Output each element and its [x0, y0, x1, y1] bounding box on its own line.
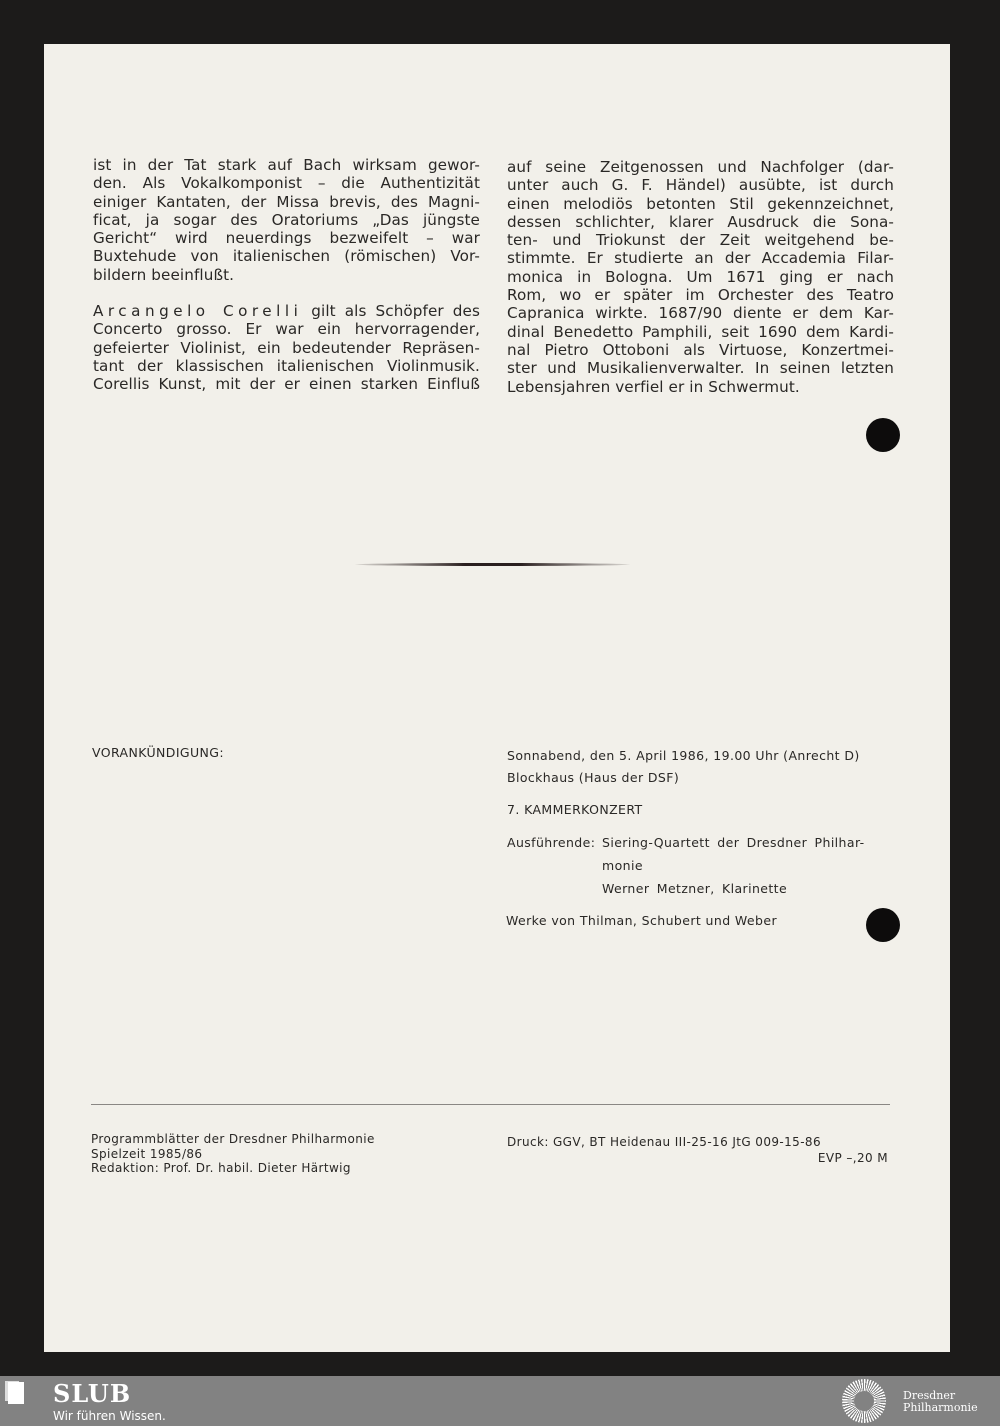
colophon	[91, 1132, 375, 1176]
performer-cont: monie	[602, 858, 643, 873]
text-line: bildern beeinflußt.	[93, 265, 235, 284]
text-line: Capranica wirkte. 1687/90 diente er dem Kar-	[507, 304, 894, 323]
punch-hole	[866, 418, 900, 452]
punch-hole	[866, 908, 900, 942]
text-line: einiger Kantaten, der Missa brevis, des Magni-	[93, 192, 480, 211]
text-line: monica in Bologna. Um 1671 ging er nach	[507, 267, 894, 286]
right-column	[507, 158, 894, 396]
performer: Werner Metzner, Klarinette	[602, 881, 788, 896]
text-line: Corellis Kunst, mit der er einen starken Einfluß	[93, 375, 480, 394]
event-works: Werke von Thilman, Schubert und Weber	[506, 913, 777, 928]
slub-tagline: Wir führen Wissen.	[53, 1409, 166, 1423]
text-line: Buxtehude von italienischen (römischen) Vor-	[93, 247, 480, 266]
text-line: dessen schlichter, klarer Ausdruck die Sona-	[507, 212, 894, 231]
text-line	[93, 302, 480, 320]
price: EVP –,20 M	[817, 1151, 888, 1165]
text-span: gilt als Schöpfer des	[302, 302, 480, 321]
text-line: Concerto grosso. Er war ein hervorragender,	[93, 320, 480, 339]
event-title: 7. KAMMERKONZERT	[507, 802, 643, 817]
performers-label: Ausführende:	[507, 835, 596, 850]
text-line: ficat, ja sogar des Oratoriums „Das jüngste	[93, 210, 480, 229]
slub-logo[interactable]: SLUB	[53, 1379, 132, 1408]
colophon-line: Programmblätter der Dresdner Philharmonie	[91, 1132, 375, 1146]
text-line: auf seine Zeitgenossen und Nachfolger (dar-	[507, 158, 894, 176]
left-column	[93, 156, 480, 394]
event-date: Sonnabend, den 5. April 1986, 19.00 Uhr (Anrecht D)	[507, 748, 860, 763]
event-venue: Blockhaus (Haus der DSF)	[507, 770, 680, 785]
composer-name: Arcangelo Corelli	[93, 302, 303, 321]
text-line: stimmte. Er studierte an der Accademia Filar-	[507, 249, 894, 268]
partner-line: Philharmonie	[903, 1401, 978, 1414]
text-line: ten- und Triokunst der Zeit weitgehend be-	[507, 231, 894, 250]
footer-bar	[0, 1376, 1000, 1426]
text-line: Lebensjahren verfiel er in Schwermut.	[507, 377, 800, 396]
partner-line: Dresdner	[903, 1389, 956, 1402]
philharmonie-logo-icon	[842, 1379, 886, 1423]
divider-ornament	[355, 563, 630, 566]
text-line: Gericht“ wird neuerdings bezweifelt – war	[93, 229, 480, 248]
text-line: gefeierter Violinist, ein bedeutender Repräsen-	[93, 338, 480, 357]
text-line: ster und Musikalienverwalter. In seinen letzten	[507, 359, 894, 378]
colophon-line: Redaktion: Prof. Dr. habil. Dieter Härtwig	[91, 1161, 351, 1175]
text-line: Rom, wo er später im Orchester des Teatro	[507, 286, 894, 305]
text-line: dinal Benedetto Pamphili, seit 1690 dem Kardi-	[507, 322, 894, 341]
divider-line	[91, 1104, 890, 1105]
performer: Siering-Quartett der Dresdner Philhar-	[602, 835, 865, 850]
slub-logo-icon	[8, 1382, 24, 1404]
text-line: einen melodiös betonten Stil gekennzeichnet,	[507, 194, 894, 213]
partner-name[interactable]	[903, 1390, 978, 1414]
text-line: den. Als Vokalkomponist – die Authentizität	[93, 174, 480, 193]
text-line: ist in der Tat stark auf Bach wirksam gewor-	[93, 156, 480, 174]
text-line: unter auch G. F. Händel) ausübte, ist durch	[507, 176, 894, 195]
announcement-label: VORANKÜNDIGUNG:	[92, 745, 225, 760]
print-info: Druck: GGV, BT Heidenau III-25-16 JtG 009-15-86	[507, 1135, 822, 1149]
colophon-line: Spielzeit 1985/86	[91, 1146, 203, 1161]
text-line: nal Pietro Ottoboni als Virtuose, Konzertmei-	[507, 340, 894, 359]
text-line: tant der klassischen italienischen Violinmusik.	[93, 356, 480, 375]
